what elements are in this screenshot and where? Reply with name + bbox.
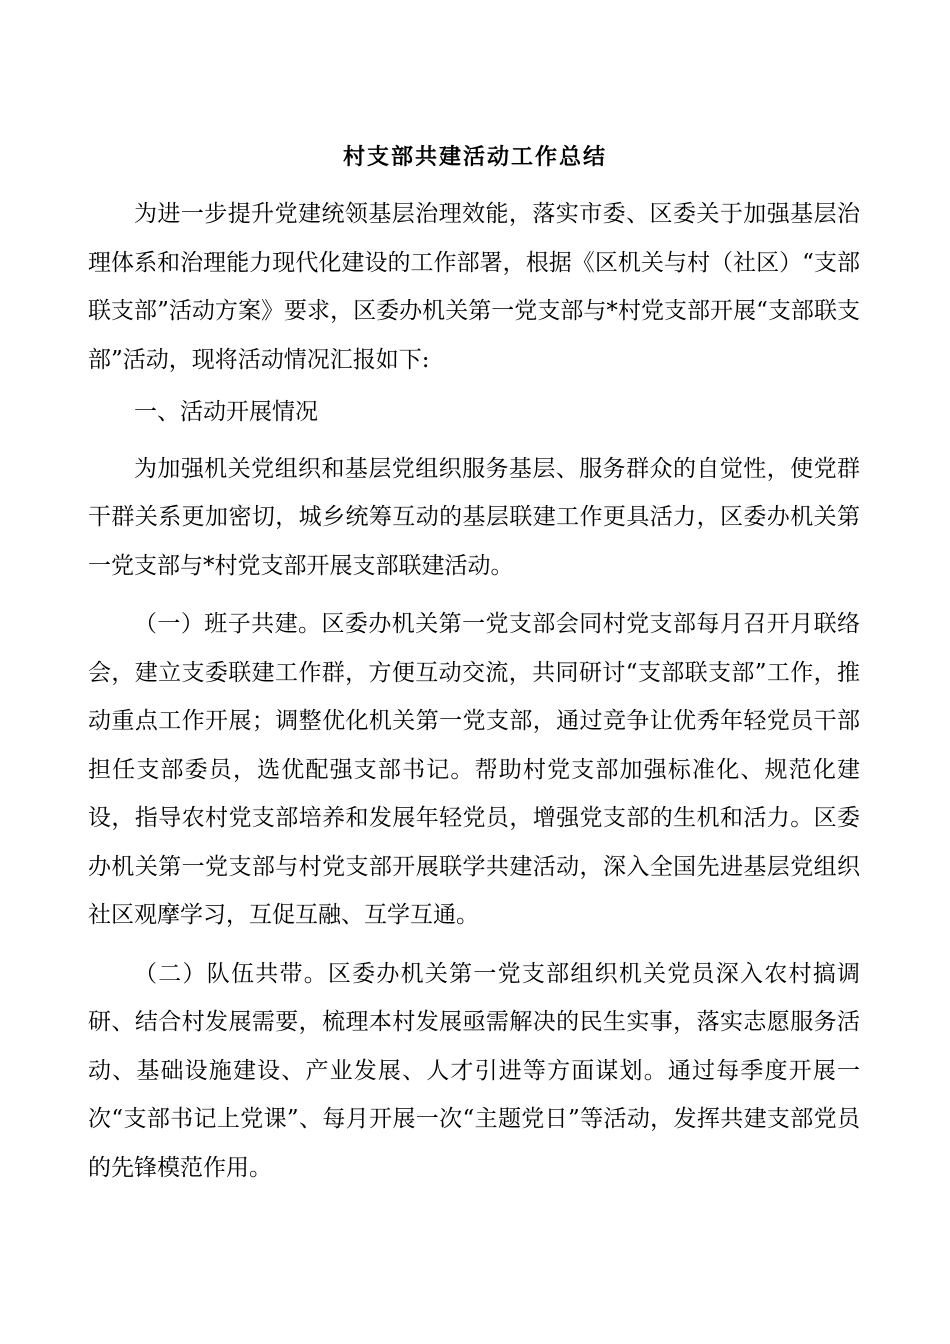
section-paragraph: 为加强机关党组织和基层党组织服务基层、服务群众的自觉性，使党群干群关系更加密切，城乡统筹互动的基层联建工作更具活力，区委办机关第一党支部与*村党支部开展支部联建活动。 <box>88 455 860 579</box>
document-body <box>88 190 860 1192</box>
subsection-paragraph-2: （二）队伍共带。区委办机关第一党支部组织机关党员深入农村搞调研、结合村发展需要，梳理本村发展亟需解决的民生实事，落实志愿服务活动、基础设施建设、产业发展、人才引进等方面谋划。通过每季度开展一次“支部书记上党课”、每月开展一次“主题党日”等活动，发挥共建支部党员的先锋模范作用。 <box>88 960 860 1181</box>
subsection-paragraph-1: （一）班子共建。区委办机关第一党支部会同村党支部每月召开月联络会，建立支委联建工作群，方便互动交流，共同研讨“支部联支部”工作，推动重点工作开展；调整优化机关第一党支部，通过竞争让优秀年轻党员干部担任支部委员，选优配强支部书记。帮助村党支部加强标准化、规范化建设，指导农村党支部培养和发展年轻党员，增强党支部的生机和活力。区委办机关第一党支部与村党支部开展联学共建活动，深入全国先进基层党组织社区观摩学习，互促互融、互学互通。 <box>88 611 860 928</box>
section-heading: 一、活动开展情况 <box>134 399 318 425</box>
document-title: 村支部共建活动工作总结 <box>342 145 607 170</box>
intro-paragraph: 为进一步提升党建统领基层治理效能，落实市委、区委关于加强基层治理体系和治理能力现代化建设的工作部署，根据《区机关与村（社区）“支部联支部”活动方案》要求，区委办机关第一党支部与*村党支部开展“支部联支部”活动，现将活动情况汇报如下: <box>88 201 860 373</box>
